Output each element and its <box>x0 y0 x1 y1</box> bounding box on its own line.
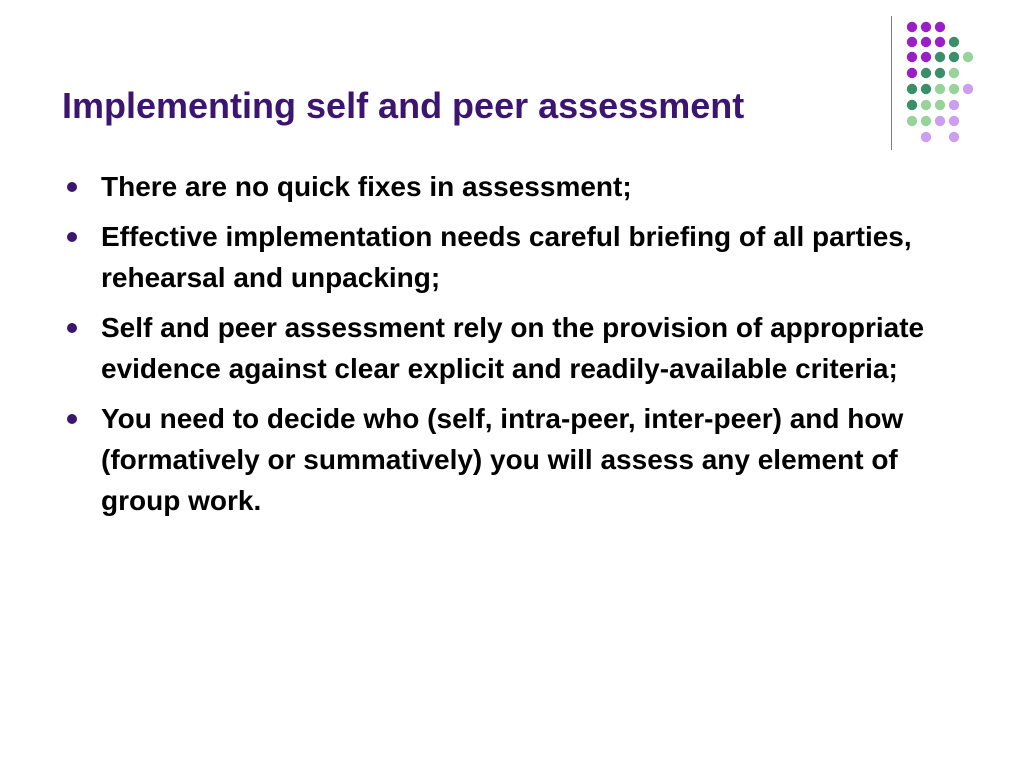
decorative-dot <box>949 52 959 62</box>
decorative-dot <box>907 100 917 110</box>
decorative-dot <box>921 132 931 142</box>
decorative-dot <box>935 84 945 94</box>
decorative-dot <box>907 116 917 126</box>
decorative-dot <box>949 84 959 94</box>
decorative-dot <box>949 68 959 78</box>
decorative-dot <box>935 52 945 62</box>
bullet-text: Effective implementation needs careful briefing of all parties, rehearsal and unpacking; <box>101 221 912 293</box>
decorative-dot <box>935 100 945 110</box>
decorative-dot <box>963 84 973 94</box>
decorative-dot <box>935 37 945 47</box>
slide-title: Implementing self and peer assessment <box>62 85 745 126</box>
decorative-dot <box>949 132 959 142</box>
bullet-icon <box>67 182 77 192</box>
decorative-dot <box>921 37 931 47</box>
bullet-icon <box>67 323 77 333</box>
decorative-dot <box>935 22 945 32</box>
decorative-dot <box>921 68 931 78</box>
decorative-dot <box>921 52 931 62</box>
decorative-dot <box>921 116 931 126</box>
decorative-dot <box>921 100 931 110</box>
bullet-list <box>64 166 969 530</box>
decorative-dot <box>907 52 917 62</box>
decorative-dot <box>935 116 945 126</box>
bullet-text: There are no quick fixes in assessment; <box>101 171 632 202</box>
bullet-item <box>64 398 969 521</box>
decorative-dot <box>935 68 945 78</box>
bullet-item <box>64 216 969 298</box>
decorative-dot <box>949 37 959 47</box>
decorative-dot <box>949 116 959 126</box>
decorative-dot <box>907 37 917 47</box>
bullet-icon <box>67 414 77 424</box>
decorative-dot <box>949 100 959 110</box>
bullet-item <box>64 307 969 389</box>
decorative-dot <box>963 52 973 62</box>
decorative-dot <box>907 68 917 78</box>
title-divider-line <box>891 16 892 150</box>
bullet-text: Self and peer assessment rely on the provision of appropriate evidence against clear explicit and readily-available criteria; <box>101 312 925 384</box>
decorative-dot <box>921 22 931 32</box>
decorative-dot <box>907 22 917 32</box>
decorative-dot-grid <box>0 0 1024 160</box>
decorative-dot <box>921 84 931 94</box>
bullet-text: You need to decide who (self, intra-peer, inter-peer) and how (formatively or summatively) you will assess any element of group work. <box>101 403 904 516</box>
bullet-icon <box>67 232 77 242</box>
bullet-item <box>64 166 969 207</box>
decorative-dot <box>907 84 917 94</box>
